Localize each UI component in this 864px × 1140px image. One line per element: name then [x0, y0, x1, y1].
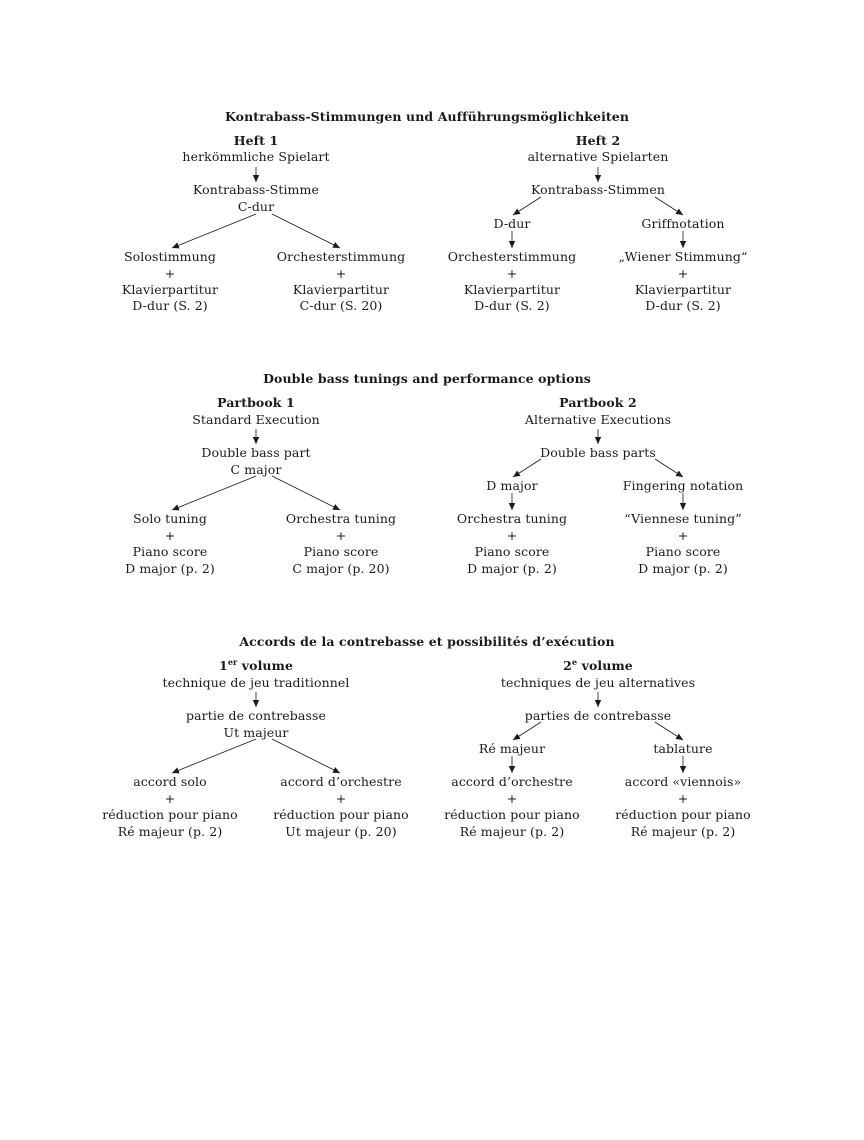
- score-label: Piano score: [132, 544, 208, 559]
- page-reference: C major (p. 20): [292, 561, 390, 576]
- section-title: Double bass tunings and performance options: [263, 371, 591, 386]
- key-node-left: C major: [230, 462, 282, 477]
- heading-left: Partbook 1: [217, 395, 295, 410]
- plus-sign: +: [677, 528, 689, 543]
- plus-sign: +: [335, 528, 347, 543]
- plus-sign: +: [677, 791, 689, 806]
- connector-arrow: [272, 739, 340, 773]
- connector-arrow: [172, 214, 256, 248]
- score-label: Piano score: [474, 544, 550, 559]
- connector-arrow: [655, 722, 683, 740]
- section-title: Accords de la contrebasse et possibilités d’exécution: [239, 634, 615, 649]
- part-node-right: Kontrabass-Stimmen: [530, 182, 666, 197]
- connector-arrow: [172, 739, 256, 773]
- subheading-right: techniques de jeu alternatives: [500, 675, 696, 690]
- page-reference: D major (p. 2): [467, 561, 557, 576]
- key-node: D major: [486, 478, 538, 493]
- branch-label: accord d’orchestre: [280, 774, 402, 789]
- page-reference: D-dur (S. 2): [474, 298, 550, 313]
- heading-left: 1er volume: [219, 657, 293, 673]
- key-node-left: C-dur: [237, 199, 275, 214]
- page-reference: Ut majeur (p. 20): [285, 824, 397, 839]
- score-label: Klavierpartitur: [121, 282, 219, 297]
- key-node: Griffnotation: [641, 216, 725, 231]
- score-label: Klavierpartitur: [292, 282, 390, 297]
- subheading-left: technique de jeu traditionnel: [162, 675, 350, 690]
- score-label: Piano score: [645, 544, 721, 559]
- subheading-right: Alternative Executions: [524, 412, 672, 427]
- connector-arrow: [655, 197, 683, 215]
- subheading-left: herkömmliche Spielart: [182, 149, 330, 164]
- page-reference: D major (p. 2): [125, 561, 215, 576]
- plus-sign: +: [164, 266, 176, 281]
- score-label: réduction pour piano: [444, 807, 580, 822]
- part-node-left: partie de contrebasse: [186, 708, 326, 723]
- score-label: réduction pour piano: [273, 807, 409, 822]
- plus-sign: +: [164, 528, 176, 543]
- page-reference: D-dur (S. 2): [645, 298, 721, 313]
- branch-label: Orchesterstimmung: [447, 249, 577, 264]
- section-title: Kontrabass-Stimmungen und Aufführungsmöglichkeiten: [224, 109, 630, 124]
- connector-arrow: [272, 214, 340, 248]
- key-node: tablature: [653, 741, 713, 756]
- score-label: réduction pour piano: [102, 807, 238, 822]
- branch-label: Orchesterstimmung: [276, 249, 406, 264]
- branch-label: Orchestra tuning: [456, 511, 568, 526]
- key-node: Ré majeur: [478, 741, 546, 756]
- key-node: D-dur: [493, 216, 531, 231]
- page-reference: D major (p. 2): [638, 561, 728, 576]
- score-label: réduction pour piano: [615, 807, 751, 822]
- plus-sign: +: [506, 791, 518, 806]
- part-node-left: Double bass part: [201, 445, 311, 460]
- plus-sign: +: [506, 266, 518, 281]
- key-node: Fingering notation: [622, 478, 744, 493]
- connector-arrow: [272, 476, 340, 510]
- connector-arrow: [655, 459, 683, 477]
- branch-label: Solo tuning: [133, 511, 207, 526]
- branch-label: „Wiener Stimmung“: [618, 249, 748, 264]
- plus-sign: +: [335, 791, 347, 806]
- branch-label: Orchestra tuning: [285, 511, 397, 526]
- heading-right: Partbook 2: [559, 395, 637, 410]
- branch-label: accord «viennois»: [624, 774, 742, 789]
- heading-left: Heft 1: [233, 133, 279, 148]
- connector-arrow: [172, 476, 256, 510]
- part-node-right: Double bass parts: [540, 445, 656, 460]
- page-reference: Ré majeur (p. 2): [630, 824, 736, 839]
- heading-right: Heft 2: [575, 133, 621, 148]
- page-reference: Ré majeur (p. 2): [117, 824, 223, 839]
- connector-arrow: [513, 459, 541, 477]
- key-node-left: Ut majeur: [223, 725, 289, 740]
- plus-sign: +: [506, 528, 518, 543]
- plus-sign: +: [677, 266, 689, 281]
- page-reference: D-dur (S. 2): [132, 298, 208, 313]
- heading-right: 2e volume: [563, 657, 633, 673]
- plus-sign: +: [335, 266, 347, 281]
- score-label: Piano score: [303, 544, 379, 559]
- connector-arrow: [513, 197, 541, 215]
- branch-label: accord solo: [133, 774, 207, 789]
- subheading-left: Standard Execution: [192, 412, 320, 427]
- branch-label: accord d’orchestre: [451, 774, 573, 789]
- score-label: Klavierpartitur: [463, 282, 561, 297]
- branch-label: “Viennese tuning”: [624, 511, 742, 526]
- part-node-right: parties de contrebasse: [524, 708, 672, 723]
- page-reference: C-dur (S. 20): [299, 298, 383, 313]
- score-label: Klavierpartitur: [634, 282, 732, 297]
- connector-arrow: [513, 722, 541, 740]
- subheading-right: alternative Spielarten: [527, 149, 669, 164]
- page-reference: Ré majeur (p. 2): [459, 824, 565, 839]
- plus-sign: +: [164, 791, 176, 806]
- branch-label: Solostimmung: [123, 249, 217, 264]
- part-node-left: Kontrabass-Stimme: [193, 182, 319, 197]
